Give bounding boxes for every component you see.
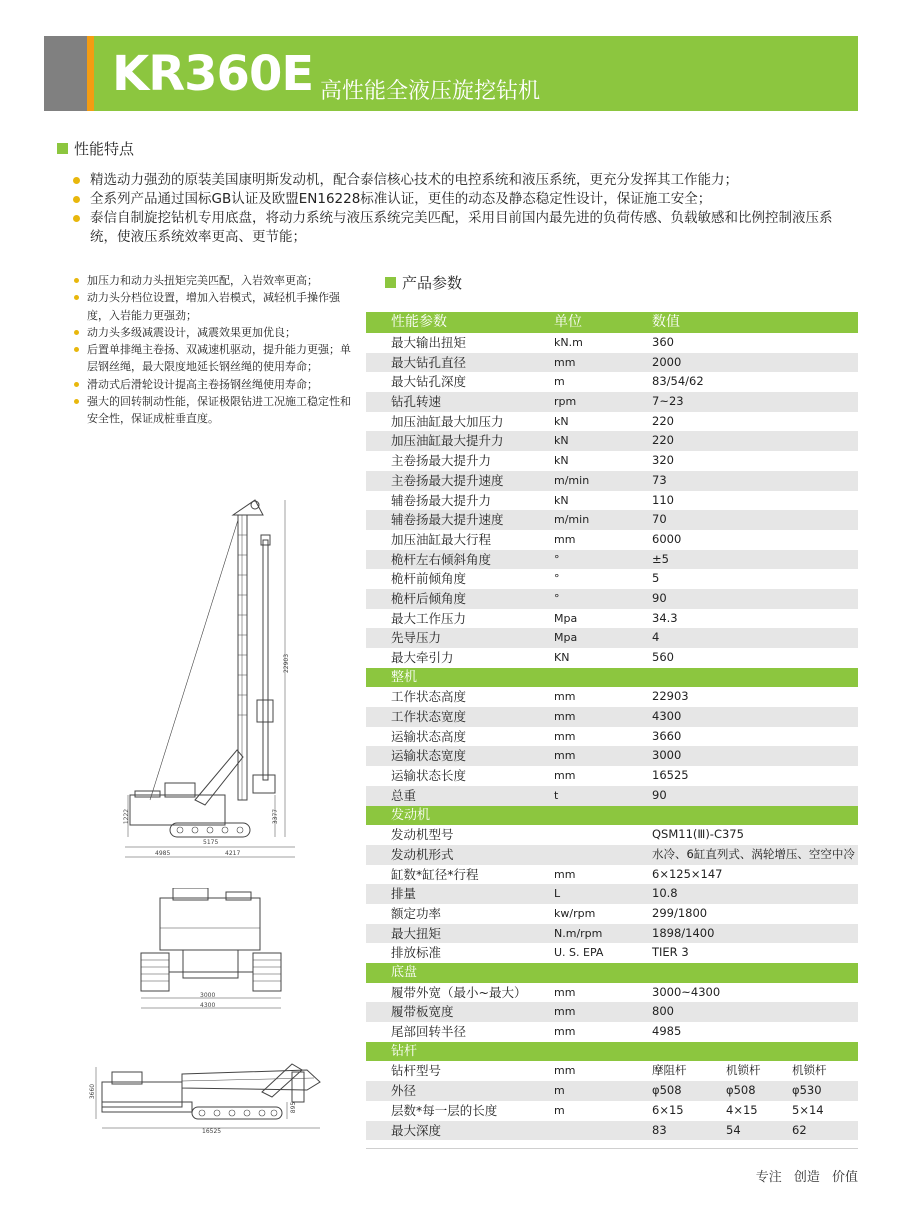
spec-param-cell: 外径 (391, 1083, 417, 1099)
spec-row (366, 865, 858, 885)
spec-row (366, 1022, 858, 1042)
spec-value-cell: 机锁杆 (792, 1063, 827, 1078)
advantage-item (72, 376, 352, 393)
spec-param-cell: 钻杆 (391, 1043, 418, 1059)
spec-row (366, 983, 858, 1003)
spec-value-cell: 360 (652, 335, 674, 349)
spec-unit-cell: kw/rpm (554, 906, 596, 920)
spec-param-cell: 履带板宽度 (391, 1004, 454, 1020)
spec-value-cell: 62 (792, 1122, 807, 1137)
spec-param-cell: 运输状态高度 (391, 728, 467, 744)
spec-value-cell: TIER 3 (652, 945, 689, 960)
feature-item (70, 171, 850, 190)
spec-value-cell: 5×14 (792, 1102, 824, 1117)
feature-item (70, 209, 850, 247)
spec-value-cell: QSM11(Ⅲ)-C375 (652, 827, 744, 842)
model-name: KR360E (112, 46, 314, 102)
spec-param-cell: 发动机型号 (391, 827, 454, 843)
spec-value-cell: 800 (652, 1004, 674, 1019)
spec-value-cell: 83/54/62 (652, 374, 704, 389)
features-heading (57, 138, 134, 159)
side-view-drawing (125, 495, 305, 865)
footer-slogan: 专注 创造 价值 (755, 1170, 858, 1185)
spec-value-cell: 5 (652, 571, 660, 586)
transport-view-drawing (89, 1052, 327, 1137)
spec-value-cell: 4985 (652, 1024, 682, 1039)
spec-param-cell: 主卷扬最大提升速度 (391, 472, 504, 488)
spec-unit-cell: mm (554, 867, 576, 881)
spec-unit-cell: mm (554, 710, 576, 724)
spec-unit-cell: kN (554, 434, 569, 448)
bullet-icon (73, 196, 80, 203)
spec-param-cell: 最大深度 (391, 1122, 442, 1138)
spec-row (366, 431, 858, 451)
spec-value-cell: 4 (652, 630, 660, 645)
spec-unit-cell: U. S. EPA (554, 946, 604, 960)
side-width-c-label: 4217 (225, 850, 241, 857)
spec-table (366, 312, 858, 1140)
spec-param-cell: 加压油缸最大行程 (391, 531, 492, 547)
spec-row (366, 491, 858, 511)
feature-item (70, 190, 850, 209)
spec-value-cell: 299/1800 (652, 905, 708, 920)
spec-unit-cell: ° (554, 572, 560, 586)
title-banner (44, 36, 858, 111)
spec-unit-cell: m/min (554, 473, 590, 487)
spec-unit-cell: mm (554, 690, 576, 704)
spec-unit-cell: kN (554, 493, 569, 507)
spec-unit-cell: mm (554, 749, 576, 763)
spec-unit-cell: kN (554, 454, 569, 468)
spec-unit-cell: m (554, 1084, 565, 1098)
spec-unit-cell: t (554, 788, 559, 802)
spec-param-cell: 排量 (391, 886, 417, 902)
spec-unit-cell: Mpa (554, 611, 578, 625)
spec-param-cell: 加压油缸最大提升力 (391, 433, 504, 449)
spec-row (366, 412, 858, 432)
feature-text: 全系列产品通过国标GB认证及欧盟EN16228标准认证，更佳的动态及静态稳定性设计，保证施工安全； (90, 191, 712, 207)
spec-unit-cell: KN (554, 651, 570, 664)
advantage-text: 后置单排绳主卷扬、双减速机驱动，提升能力更强；单层钢丝绳，最大限度地延长钢丝绳的使用寿命； (87, 343, 351, 374)
spec-row (366, 1061, 858, 1081)
front-view-drawing (138, 888, 288, 1016)
side-dim-b-label: 1222 (123, 808, 131, 825)
spec-row (366, 609, 858, 629)
spec-header-row (366, 312, 858, 333)
features-list (70, 171, 850, 247)
spec-row (366, 510, 858, 530)
spec-value-cell: 16525 (652, 768, 689, 783)
spec-value-cell: 10.8 (652, 886, 678, 901)
spec-param-cell: 最大钻孔直径 (391, 354, 467, 370)
spec-value-cell: φ508 (726, 1083, 756, 1098)
spec-section-row (366, 806, 858, 826)
spec-param-cell: 先导压力 (391, 630, 442, 646)
bullet-icon (74, 330, 79, 335)
spec-unit-cell: mm (554, 769, 576, 783)
spec-value-cell: 3660 (652, 728, 682, 743)
spec-row (366, 687, 858, 707)
side-width-b-label: 4985 (155, 850, 171, 857)
spec-row (366, 904, 858, 924)
spec-unit-cell: ° (554, 552, 560, 566)
spec-row (366, 746, 858, 766)
spec-param-cell: 尾部回转半径 (391, 1024, 467, 1040)
spec-row (366, 707, 858, 727)
spec-heading (385, 272, 462, 293)
spec-row (366, 845, 858, 865)
model-description: 高性能全液压旋挖钻机 (320, 79, 541, 104)
spec-value-cell: 水冷、6缸直列式、涡轮增压、空空中冷 (652, 846, 855, 861)
spec-param-cell: 发动机形式 (391, 846, 454, 862)
side-dim-a-label: 3377 (272, 808, 280, 825)
spec-unit-cell: mm (554, 1005, 576, 1019)
spec-value-cell: 54 (726, 1122, 741, 1137)
feature-text: 精选动力强劲的原装美国康明斯发动机，配合泰信核心技术的电控系统和液压系统，更充分发挥其工作能力； (90, 172, 738, 188)
transport-dim-c-label: 895 (290, 1101, 298, 1114)
spec-row (366, 550, 858, 570)
advantage-item (72, 393, 352, 428)
spec-unit-cell: m (554, 1103, 565, 1117)
spec-row (366, 353, 858, 373)
spec-param-cell: 排放标准 (391, 945, 442, 961)
spec-row (366, 471, 858, 491)
spec-value-cell: 1898/1400 (652, 925, 715, 940)
spec-param-cell: 最大输出扭矩 (391, 335, 467, 350)
spec-row (366, 648, 858, 668)
spec-unit-cell: mm (554, 355, 576, 369)
spec-value-cell: φ530 (792, 1083, 822, 1098)
transport-length-label: 16525 (202, 1128, 222, 1135)
spec-row (366, 1002, 858, 1022)
spec-value-cell: 73 (652, 472, 667, 487)
spec-value-cell: 6000 (652, 531, 682, 546)
bullet-icon (73, 215, 80, 222)
front-dim-b-label: 4300 (200, 1002, 216, 1009)
advantage-text: 动力头分档位设置，增加入岩模式，减轻机手操作强度，入岩能力更强劲； (87, 291, 340, 322)
spec-value-cell: φ508 (652, 1083, 682, 1098)
spec-row (366, 372, 858, 392)
spec-row (366, 1101, 858, 1121)
spec-row (366, 884, 858, 904)
spec-value-cell: 2000 (652, 354, 682, 369)
spec-value-cell: 3000 (652, 748, 682, 763)
spec-unit-cell: kN (554, 414, 569, 428)
spec-value-cell: 机锁杆 (726, 1063, 761, 1078)
spec-header-cell: 单位 (554, 314, 582, 330)
spec-unit-cell: mm (554, 985, 576, 999)
spec-param-cell: 运输状态长度 (391, 768, 467, 784)
spec-value-cell: 7~23 (652, 394, 684, 409)
spec-value-cell: 3000~4300 (652, 984, 721, 999)
spec-value-cell: 摩阻杆 (652, 1063, 687, 1078)
advantage-text: 动力头多级减震设计，减震效果更加优良； (87, 325, 296, 339)
spec-param-cell: 最大钻孔深度 (391, 374, 467, 390)
spec-unit-cell: N.m/rpm (554, 926, 603, 940)
spec-row (366, 1081, 858, 1101)
spec-param-cell: 总重 (391, 787, 417, 803)
spec-row (366, 589, 858, 609)
banner-orange-stripe (87, 36, 94, 111)
advantage-item (72, 289, 352, 324)
spec-unit-cell: Mpa (554, 631, 578, 645)
spec-header-cell: 数值 (652, 314, 680, 330)
spec-value-cell: 22903 (652, 689, 689, 704)
spec-param-cell: 桅杆左右倾斜角度 (391, 551, 492, 567)
spec-row (366, 1121, 858, 1141)
spec-row (366, 392, 858, 412)
spec-value-cell: 83 (652, 1122, 667, 1137)
spec-param-cell: 发动机 (391, 807, 431, 823)
spec-row (366, 333, 858, 353)
spec-param-cell: 缸数*缸径*行程 (391, 866, 479, 882)
spec-value-cell: 220 (652, 413, 674, 428)
spec-param-cell: 最大牵引力 (391, 650, 454, 665)
spec-row (366, 628, 858, 648)
spec-row (366, 786, 858, 806)
spec-param-cell: 钻孔转速 (391, 394, 442, 410)
advantage-item (72, 324, 352, 341)
advantage-item (72, 272, 352, 289)
spec-value-cell: 4300 (652, 709, 682, 724)
bullet-icon (74, 295, 79, 300)
spec-param-cell: 辅卷扬最大提升力 (391, 492, 492, 508)
spec-param-cell: 加压油缸最大加压力 (391, 413, 504, 429)
feature-text: 泰信自制旋挖钻机专用底盘，将动力系统与液压系统完美匹配，采用目前国内最先进的负荷传感、负载敏感和比例控制液压系统，使液压系统效率更高、更节能； (90, 210, 833, 245)
spec-param-cell: 最大扭矩 (391, 925, 442, 941)
advantage-text: 强大的回转制动性能，保证极限钻进工况施工稳定性和安全性，保证成桩垂直度。 (87, 395, 351, 426)
spec-unit-cell: mm (554, 532, 576, 546)
spec-value-cell: 90 (652, 787, 667, 802)
spec-title: 产品参数 (402, 274, 463, 292)
spec-row (366, 727, 858, 747)
green-square-icon (57, 143, 68, 154)
advantages-list (72, 272, 352, 428)
spec-unit-cell: rpm (554, 395, 577, 409)
spec-value-cell: 560 (652, 650, 674, 664)
advantage-text: 滑动式后滑轮设计提高主卷扬钢丝绳使用寿命； (87, 377, 318, 391)
spec-param-cell: 底盘 (391, 965, 418, 980)
spec-row (366, 569, 858, 589)
spec-row (366, 766, 858, 786)
spec-value-cell: 110 (652, 492, 674, 507)
side-width-a-label: 5175 (203, 839, 219, 846)
spec-param-cell: 辅卷扬最大提升速度 (391, 512, 504, 528)
spec-value-cell: 220 (652, 433, 674, 448)
green-square-icon (385, 277, 396, 288)
spec-param-cell: 工作状态高度 (391, 689, 467, 705)
bullet-icon (74, 382, 79, 387)
front-dim-a-label: 3000 (200, 992, 216, 999)
spec-unit-cell: kN.m (554, 336, 583, 349)
spec-section-row (366, 668, 858, 688)
spec-header-cell: 性能参数 (391, 314, 447, 330)
spec-param-cell: 桅杆前倾角度 (391, 571, 467, 587)
spec-value-cell: 4×15 (726, 1102, 758, 1117)
spec-unit-cell: ° (554, 591, 560, 605)
spec-unit-cell: mm (554, 1025, 576, 1039)
spec-row (366, 943, 858, 963)
spec-param-cell: 整机 (391, 669, 418, 685)
spec-unit-cell: m/min (554, 513, 590, 527)
spec-value-cell: 34.3 (652, 610, 678, 625)
side-height-label: 22903 (283, 653, 291, 674)
spec-value-cell: 6×125×147 (652, 866, 723, 881)
spec-row (366, 924, 858, 944)
spec-value-cell: ±5 (652, 551, 669, 566)
spec-param-cell: 额定功率 (391, 905, 442, 921)
banner-gray-block (44, 36, 87, 111)
spec-param-cell: 主卷扬最大提升力 (391, 453, 492, 469)
spec-unit-cell: mm (554, 1064, 576, 1078)
spec-value-cell: 320 (652, 453, 674, 468)
spec-unit-cell: m (554, 375, 565, 389)
features-title: 性能特点 (74, 140, 135, 158)
spec-row (366, 451, 858, 471)
spec-param-cell: 履带外宽（最小~最大） (391, 984, 527, 1000)
spec-value-cell: 6×15 (652, 1102, 684, 1117)
spec-section-row (366, 1042, 858, 1062)
advantage-item (72, 341, 352, 376)
bullet-icon (74, 347, 79, 352)
spec-param-cell: 层数*每一层的长度 (391, 1102, 498, 1118)
spec-param-cell: 最大工作压力 (391, 610, 467, 626)
advantage-text: 加压力和动力头扭矩完美匹配，入岩效率更高； (87, 274, 318, 287)
bullet-icon (74, 278, 79, 283)
spec-unit-cell: mm (554, 729, 576, 743)
spec-param-cell: 工作状态宽度 (391, 709, 467, 725)
spec-section-row (366, 963, 858, 983)
bullet-icon (74, 399, 79, 404)
spec-param-cell: 桅杆后倾角度 (391, 590, 467, 606)
spec-value-cell: 90 (652, 590, 667, 605)
transport-height-label: 3660 (89, 1083, 97, 1100)
spec-unit-cell: L (554, 887, 561, 901)
spec-bottom-rule (366, 1148, 858, 1149)
spec-param-cell: 钻杆型号 (391, 1063, 442, 1079)
bullet-icon (73, 177, 80, 184)
spec-value-cell: 70 (652, 512, 667, 527)
spec-param-cell: 运输状态宽度 (391, 748, 467, 764)
spec-row (366, 825, 858, 845)
spec-row (366, 530, 858, 550)
